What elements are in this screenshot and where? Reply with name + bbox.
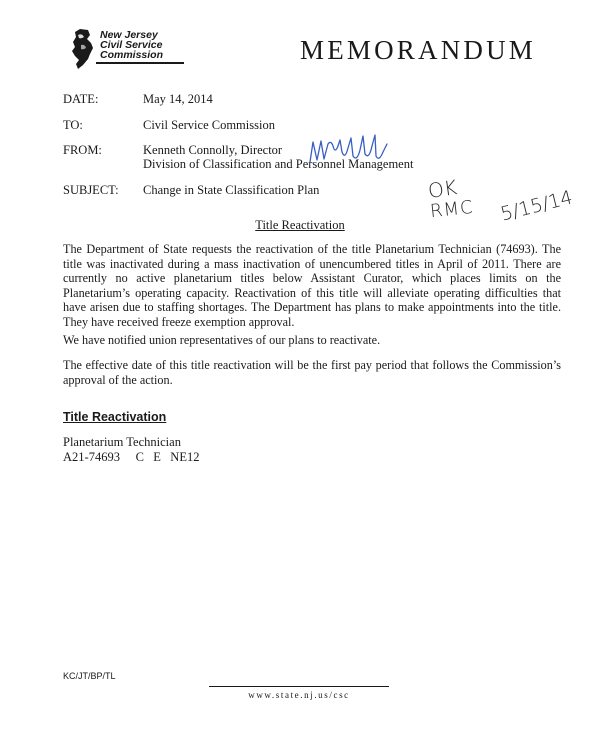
new-jersey-state-silhouette-icon bbox=[66, 27, 102, 71]
body-paragraph-2: We have notified union representatives of our plans to reactivate. bbox=[63, 333, 381, 347]
reactivation-heading: Title Reactivation bbox=[63, 410, 167, 424]
footer-divider bbox=[209, 686, 389, 687]
from-label: FROM: bbox=[63, 143, 102, 157]
from-division: Division of Classification and Personnel Management bbox=[143, 157, 414, 171]
footer-url: www.state.nj.us/csc bbox=[248, 690, 350, 700]
handwritten-initials: RMC bbox=[429, 196, 475, 223]
title-code: A21-74693 C E NE12 bbox=[63, 450, 200, 464]
section-title: Title Reactivation bbox=[255, 218, 345, 232]
handwritten-date: 5/15/14 bbox=[498, 186, 575, 226]
memo-title: MEMORANDUM bbox=[300, 35, 537, 65]
title-name: Planetarium Technician bbox=[63, 435, 181, 449]
logo-text bbox=[100, 30, 163, 60]
signature-mark bbox=[305, 132, 405, 172]
handwritten-ok: OK bbox=[426, 175, 459, 203]
logo-line-2: Civil Service bbox=[100, 39, 163, 51]
body-paragraph-1: The Department of State requests the reactivation of the title Planetarium Technician (74693). The title was inactivated during a mass inactivation of unencumbered titles in April of 2011. There are currently no active planetarium titles below Assistant Curator, which places limits on the Planetarium’s operating capacity. Reactivation of this title will alleviate operating difficulties that have arisen due to staffing shortages. The Department has plans to make appointments into the title. They have received freeze exemption approval. bbox=[63, 242, 561, 329]
subject-value: Change in State Classification Plan bbox=[143, 183, 320, 197]
from-name: Kenneth Connolly, Director bbox=[143, 143, 283, 157]
logo-line-1: New Jersey bbox=[100, 29, 158, 41]
to-value: Civil Service Commission bbox=[143, 118, 275, 132]
body-paragraph-3: The effective date of this title reactivation will be the first pay period that follows the Commission’s approval of the action. bbox=[63, 358, 561, 387]
subject-label: SUBJECT: bbox=[63, 183, 119, 197]
to-label: TO: bbox=[63, 118, 83, 132]
nj-csc-logo bbox=[66, 27, 186, 71]
typist-initials: KC/JT/BP/TL bbox=[63, 671, 116, 681]
date-label: DATE: bbox=[63, 92, 99, 106]
date-value: May 14, 2014 bbox=[143, 92, 213, 106]
logo-underline bbox=[96, 62, 184, 64]
logo-line-3: Commission bbox=[100, 49, 164, 61]
